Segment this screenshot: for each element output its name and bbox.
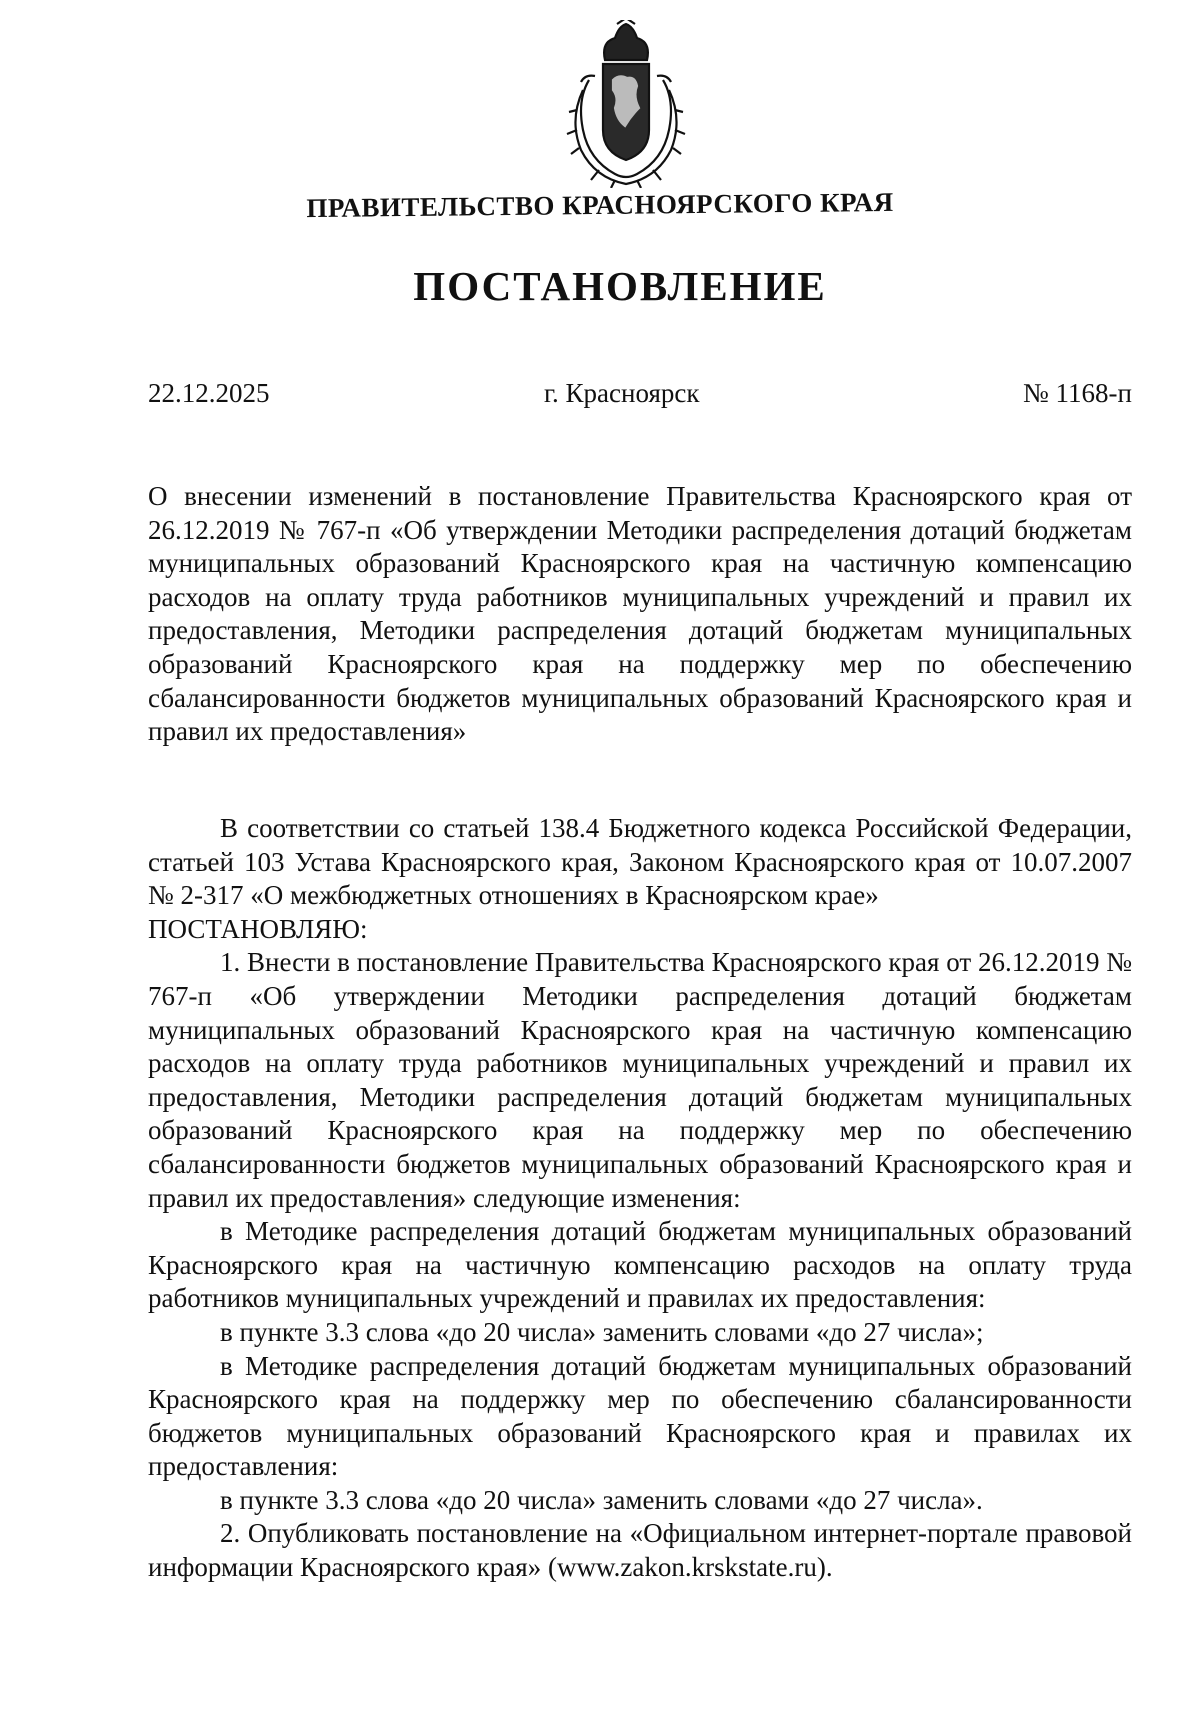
method-1-intro: в Методике распределения дотаций бюджетам муниципальных образований Красноярского края на частичную компенсацию расходов на оплату труда работников муниципальных учреждений и правилах их предоставления:: [148, 1216, 1132, 1314]
method-2-intro: в Методике распределения дотаций бюджетам муниципальных образований Красноярского края на поддержку мер по обеспечению сбалансированности бюджетов муниципальных образований Красноярского края и правилах их предоставления:: [148, 1350, 1132, 1482]
document-type-title: ПОСТАНОВЛЕНИЕ: [413, 263, 827, 309]
document-body: [148, 812, 1132, 1585]
coat-of-arms-icon: [559, 20, 693, 188]
decree-word: ПОСТАНОВЛЯЮ:: [148, 913, 368, 944]
method-1-change: в пункте 3.3 слова «до 20 числа» заменить словами «до 27 числа»;: [220, 1316, 984, 1347]
item-1-paragraph: 1. Внести в постановление Правительства Красноярского края от 26.12.2019 № 767-п «Об утверждении Методики распределения дотаций бюджетам муниципальных образований Красноярского края на частичную компенсацию расходов на оплату труда работников муниципальных учреждений и правил их предоставления, Методики распределения дотаций бюджетам муниципальных образований Красноярского края на поддержку мер по обеспечению сбалансированности бюджетов муниципальных образований Красноярского края и правил их предоставления» следующие изменения:: [148, 947, 1132, 1213]
document-number: № 1168-п: [1023, 378, 1132, 408]
preamble-paragraph: В соответствии со статьей 138.4 Бюджетного кодекса Российской Федерации, статьей 103 Устава Красноярского края, Законом Красноярского края от 10.07.2007 № 2-317 «О межбюджетных отношениях в Красноярском крае»: [148, 813, 1132, 911]
method-2-change: в пункте 3.3 слова «до 20 числа» заменить словами «до 27 числа».: [220, 1484, 983, 1515]
document-meta: [148, 378, 1132, 414]
document-date: 22.12.2025: [148, 378, 270, 408]
document-city: г. Красноярск: [544, 378, 700, 408]
subject-text: О внесении изменений в постановление Правительства Красноярского края от 26.12.2019 № 767-п «Об утверждении Методики распределения дотаций бюджетам муниципальных образований Красноярского края на частичную компенсацию расходов на оплату труда работников муниципальных учреждений и правил их предоставления, Методики распределения дотаций бюджетам муниципальных образований Красноярского края на поддержку мер по обеспечению сбалансированности бюджетов муниципальных образований Красноярского края и правил их предоставления»: [148, 481, 1132, 747]
organization-title: ПРАВИТЕЛЬСТВО КРАСНОЯРСКОГО КРАЯ: [306, 186, 894, 224]
item-2-paragraph: 2. Опубликовать постановление на «Официальном интернет-портале правовой информации Красноярского края» (www.zakon.krskstate.ru).: [148, 1518, 1132, 1583]
document-subject: [148, 480, 1132, 749]
